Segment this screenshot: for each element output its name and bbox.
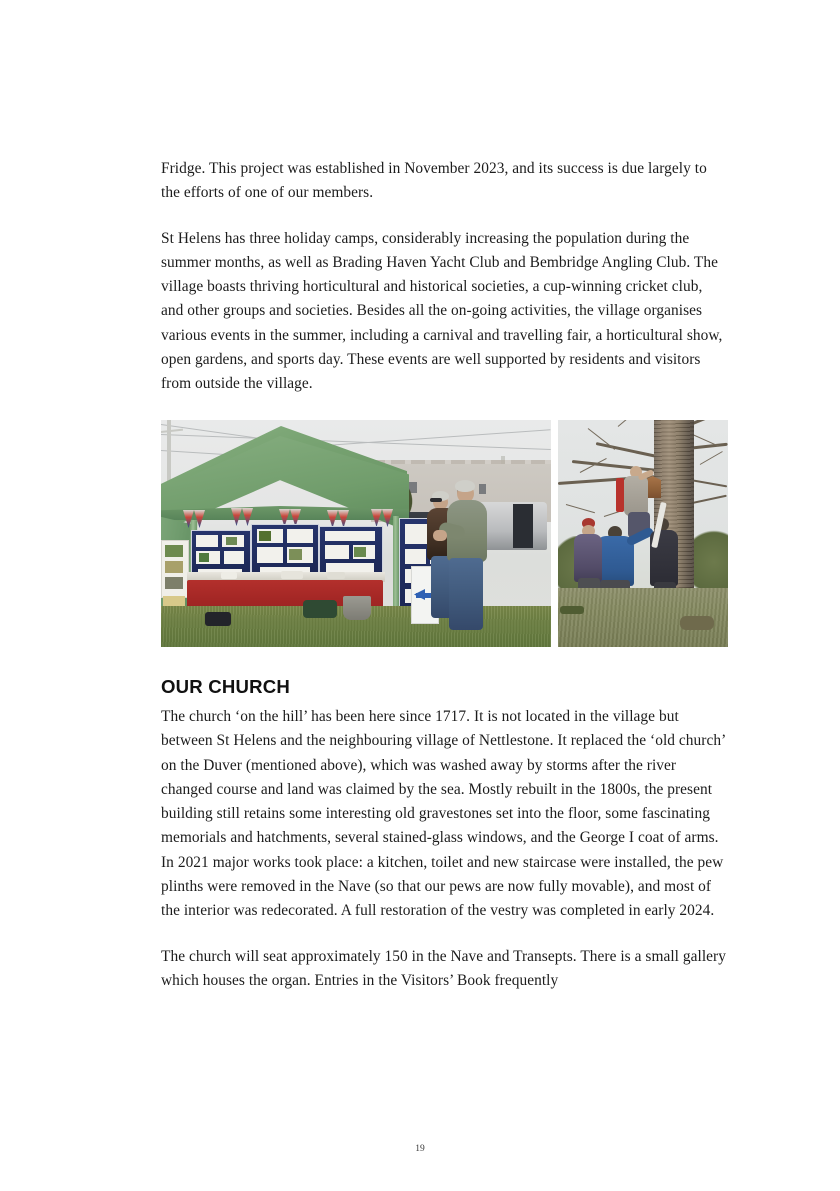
side-display-panel	[161, 540, 189, 598]
basket	[343, 596, 371, 620]
van-open-door	[513, 504, 533, 548]
lower-text-column	[161, 676, 728, 993]
red-scarf	[616, 478, 624, 512]
ground-tool	[560, 606, 584, 614]
tree-root	[680, 616, 714, 630]
person-coat	[574, 534, 602, 582]
arrow-head-icon	[414, 589, 425, 600]
sunglasses-icon	[430, 498, 442, 502]
person-jeans	[449, 558, 483, 630]
bag-on-grass	[205, 612, 231, 626]
table-item	[327, 572, 345, 579]
table-item	[221, 572, 237, 579]
person-hair	[455, 480, 475, 492]
bunting-flag	[231, 508, 253, 528]
house-window	[479, 484, 486, 494]
green-box	[303, 600, 337, 618]
photo-strip	[161, 420, 728, 647]
paragraph-church-history: The church ‘on the hill’ has been here since 1717. It is not located in the village but between St Helens and the neighbouring village of Nettlestone. It replaced the ‘old church’ on the Duver (mentioned above), which was washed away by storms after the river changed course and land was claimed by the sea. Mostly rebuilt in the 1800s, the present building still retains some interesting old gravestones set into the floor, some fascinating memorials and hatchments, several stained-glass windows, and the George I coat of arms. In 2021 major works took place: a kitchen, toilet and new staircase were installed, the pew plinths were removed in the Nave (so that our pews are now fully movable), and most of the interior was redecorated. A full restoration of the vestry was completed in early 2024.	[161, 708, 726, 920]
table-item	[281, 571, 303, 579]
person-torso	[624, 476, 648, 516]
paragraph-village-life: St Helens has three holiday camps, considerably increasing the population during the summer months, as well as Brading Haven Yacht Club and Bembridge Angling Club. The village boasts thriving horticultural and historical societies, a cup-winning cricket club, and other groups and societies. Besides all the on-going activities, the village organises various events in the summer, including a carnival and travelling fair, a horticultural show, open gardens, and sports day. These events are well supported by residents and visitors from outside the village.	[161, 229, 723, 393]
bunting-flag	[183, 510, 205, 530]
paragraph-fridge-project: Fridge. This project was established in November 2023, and its success is due largely to the efforts of one of our members.	[161, 160, 707, 202]
village-fete-gazebo-photo	[161, 420, 551, 647]
upper-text-column	[161, 157, 728, 397]
bird-box-tree-photo	[558, 420, 728, 647]
paragraph-church-seating: The church will seat approximately 150 in the Nave and Transepts. There is a small gallery which houses the organ. Entries in the Visitors’ Book frequently	[161, 947, 726, 989]
page-number: 19	[415, 1144, 425, 1154]
page-title: OUR CHURCH	[161, 676, 291, 697]
person-hands	[433, 530, 447, 541]
